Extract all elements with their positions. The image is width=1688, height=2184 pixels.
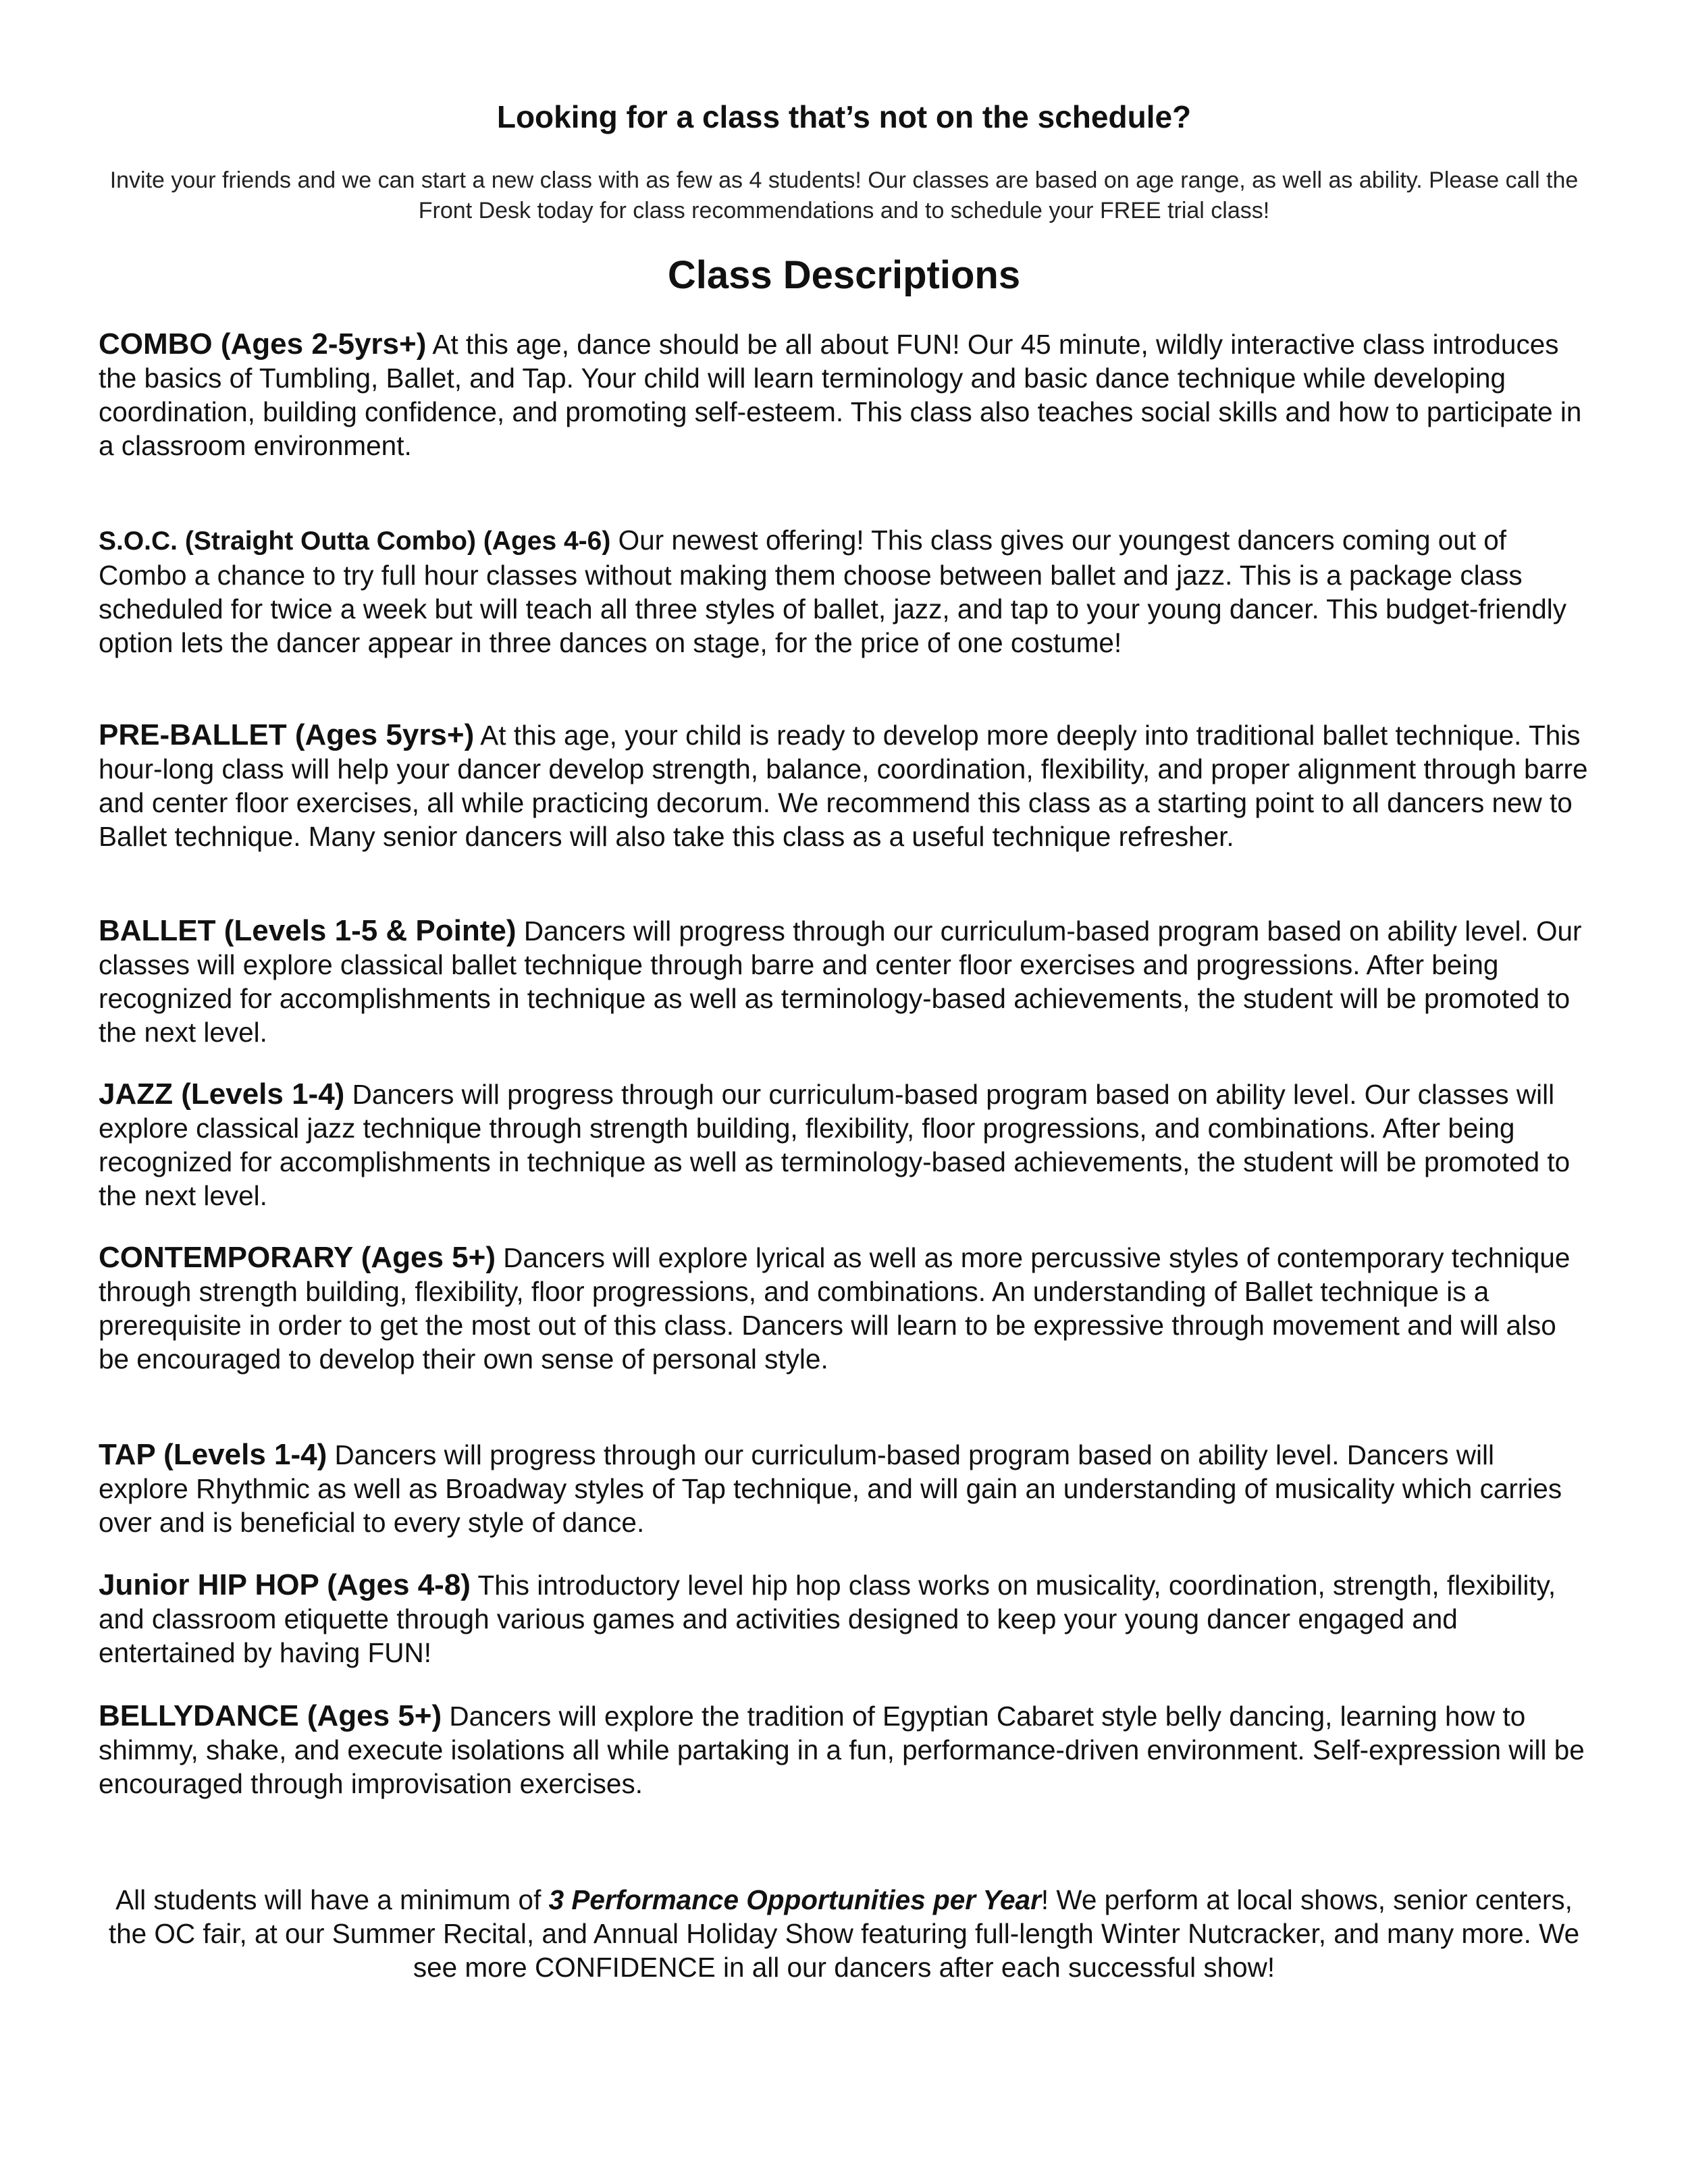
performance-note-emphasis: 3 Performance Opportunities per Year xyxy=(548,1884,1041,1915)
performance-note-lead: All students will have a minimum of xyxy=(115,1884,542,1915)
class-description-junior-hip-hop xyxy=(99,1568,1591,1670)
class-text: Dancers will progress through our curriculum-based program based on ability level. Our classes will explore classical jazz technique through strength building, flexibility, floor progressions, and combinations. After being recognized for accomplishments in technique as well as terminology-based achievements, the student will be promoted to the next level. xyxy=(99,1079,1571,1211)
class-name: Junior HIP HOP (Ages 4-8) xyxy=(99,1568,471,1601)
class-name: BELLYDANCE (Ages 5+) xyxy=(99,1699,442,1732)
page-heading: Looking for a class that’s not on the schedule? xyxy=(496,99,1192,134)
class-name: JAZZ (Levels 1-4) xyxy=(99,1077,345,1111)
class-name: S.O.C. (Straight Outta Combo) (Ages 4-6) xyxy=(99,527,611,556)
class-name: TAP (Levels 1-4) xyxy=(99,1438,327,1471)
class-description-combo xyxy=(99,327,1591,462)
class-text: Our newest offering! This class gives our youngest dancers coming out of Combo a chance to try full hour classes without making them choose between ballet and jazz. This is a package class scheduled for twice a week but will teach all three styles of ballet, jazz, and tap to your young dancer. This budget-friendly option lets the dancer appear in three dances on stage, for the price of one costume! xyxy=(99,525,1566,658)
class-name: CONTEMPORARY (Ages 5+) xyxy=(99,1241,496,1274)
class-name: PRE-BALLET (Ages 5yrs+) xyxy=(99,718,475,751)
class-text: This introductory level hip hop class works on musicality, coordination, strength, flexibility, and classroom etiquette through various games and activities designed to keep your young dancer engaged and entertained by having FUN! xyxy=(99,1570,1556,1668)
section-title: Class Descriptions xyxy=(667,253,1021,297)
class-text: At this age, your child is ready to develop more deeply into traditional ballet technique. This hour-long class will help your dancer develop strength, balance, coordination, flexibility, and proper alignment through barre and center floor exercises, all while practicing decorum. We recommend this class as a starting point to all dancers new to Ballet technique. Many senior dancers will also take this class as a useful technique refresher. xyxy=(99,720,1588,852)
class-description-bellydance xyxy=(99,1699,1591,1801)
class-text: Dancers will explore lyrical as well as more percussive styles of contemporary technique through strength building, flexibility, floor progressions, and combinations. An understanding of Ballet technique is a prerequisite in order to get the most out of this class. Dancers will learn to be expressive through movement and will also be encouraged to develop their own sense of personal style. xyxy=(99,1242,1571,1375)
class-text: Dancers will progress through our curriculum-based program based on ability level. Our classes will explore classical ballet technique through barre and center floor exercises and progressions. After being recognized for accomplishments in technique as well as terminology-based achievements, the student will be promoted to the next level. xyxy=(99,915,1582,1048)
intro-paragraph: Invite your friends and we can start a new class with as few as 4 students! Our classes are based on age range, as well as ability. Please call the Front Desk today for class recommendations and to schedule your FREE trial class! xyxy=(109,167,1579,223)
class-text: At this age, dance should be all about FUN! Our 45 minute, wildly interactive class introduces the basics of Tumbling, Ballet, and Tap. Your child will learn terminology and basic dance technique while developing coordination, building confidence, and promoting self-esteem. This class also teaches social skills and how to participate in a classroom environment. xyxy=(99,329,1582,461)
class-description-pre-ballet xyxy=(99,718,1591,853)
class-description-jazz xyxy=(99,1077,1591,1213)
class-name: BALLET (Levels 1-5 & Pointe) xyxy=(99,914,517,947)
class-name: COMBO (Ages 2-5yrs+) xyxy=(99,327,427,361)
class-text: Dancers will explore the tradition of Egyptian Cabaret style belly dancing, learning how to shimmy, shake, and execute isolations all while partaking in a fun, performance-driven environment. Self-expression will be encouraged through improvisation exercises. xyxy=(99,1701,1585,1799)
class-description-soc xyxy=(99,523,1591,660)
class-description-ballet xyxy=(99,914,1591,1049)
class-description-tap xyxy=(99,1438,1591,1539)
class-description-contemporary xyxy=(99,1241,1591,1376)
performance-note xyxy=(101,1883,1587,1984)
performance-note-rest: ! We perform at local shows, senior centers, the OC fair, at our Summer Recital, and Annual Holiday Show featuring full-length Winter Nutcracker, and many more. We see more CONFIDENCE in all our dancers after each successful show! xyxy=(108,1884,1580,1983)
class-text: Dancers will progress through our curriculum-based program based on ability level. Dancers will explore Rhythmic as well as Broadway styles of Tap technique, and will gain an understanding of musicality which carries over and is beneficial to every style of dance. xyxy=(99,1439,1562,1538)
